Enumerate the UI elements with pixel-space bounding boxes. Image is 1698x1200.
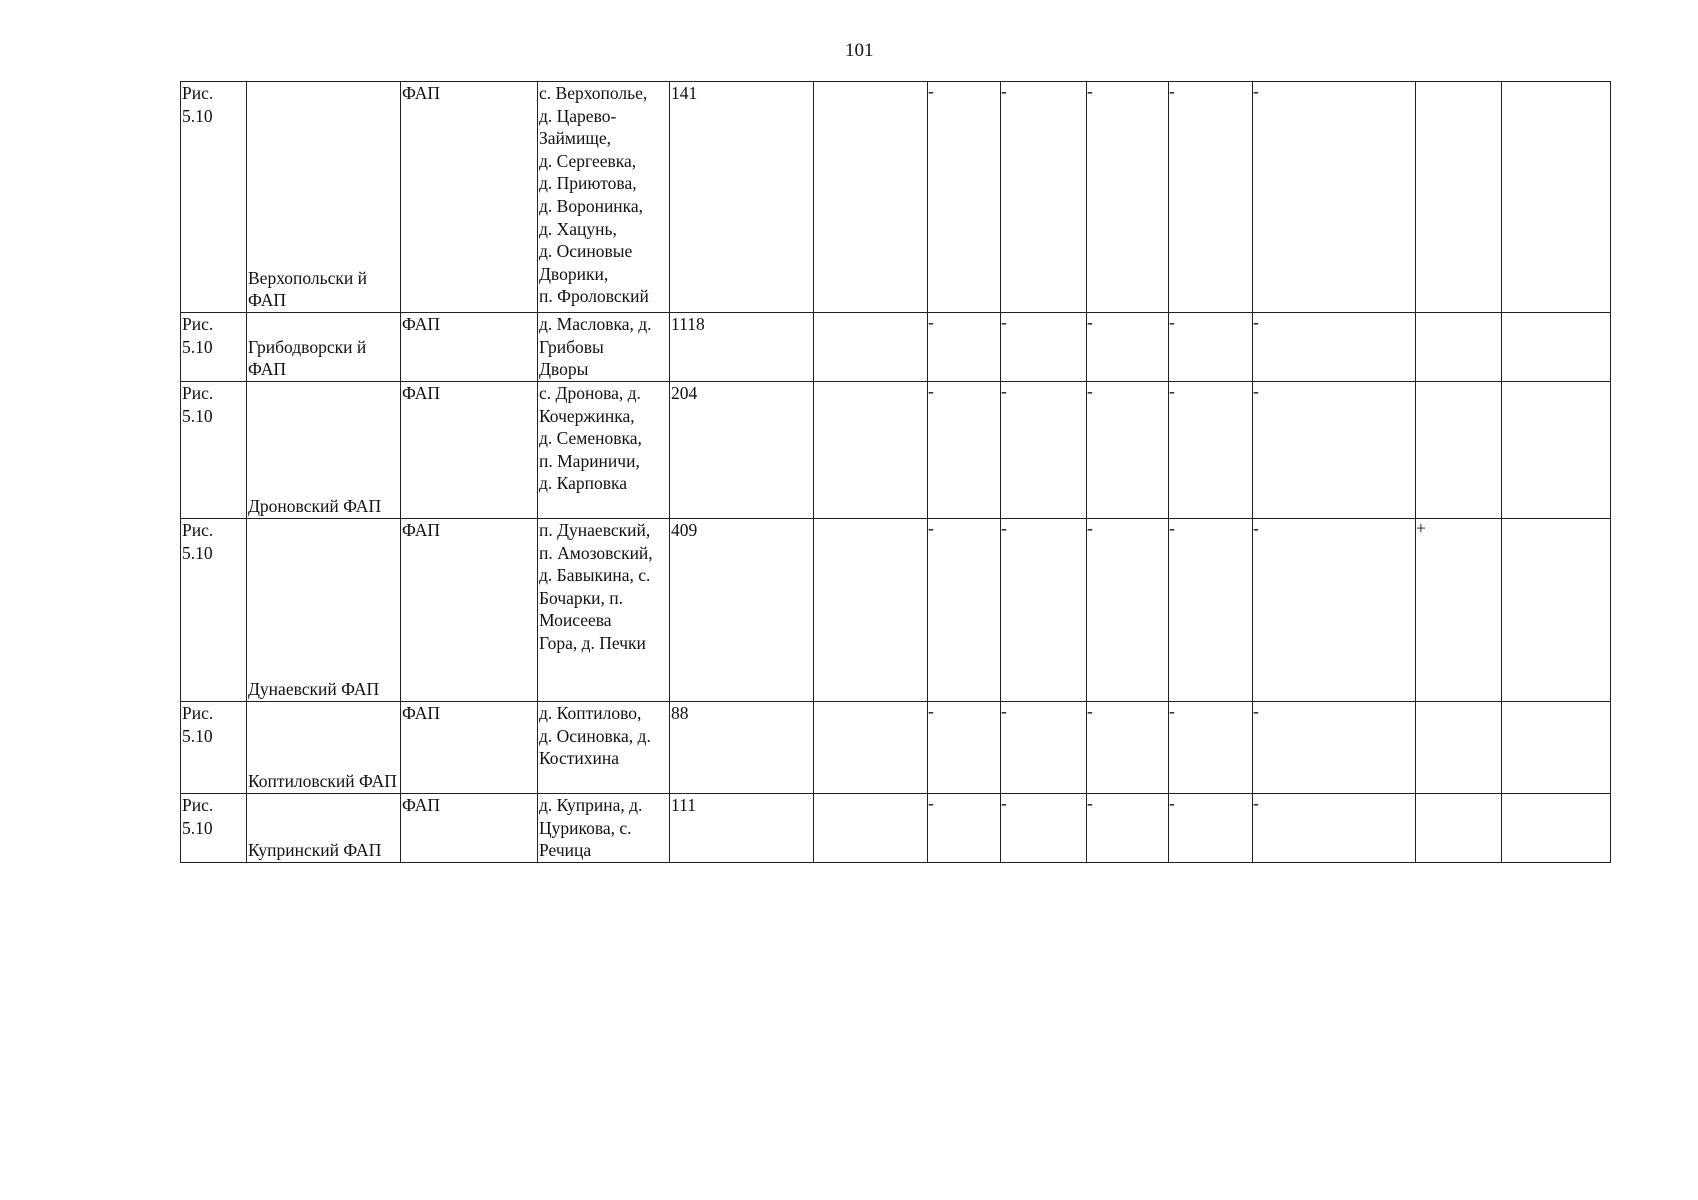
facility-type-cell: ФАП — [401, 794, 538, 863]
mark-cell — [1416, 313, 1502, 382]
mark-cell — [928, 519, 1001, 702]
dash-mark: - — [928, 381, 934, 401]
mark-cell — [928, 382, 1001, 519]
mark-cell — [1253, 313, 1416, 382]
mark-cell — [1169, 702, 1253, 794]
facility-name-cell: Грибодворски й ФАП — [247, 313, 401, 382]
mark-cell — [1001, 82, 1087, 313]
settlements-text: с. Дронова, д. Кочержинка, д. Семеновка, п. Мариничи, д. Карповка — [539, 383, 642, 494]
settlements-text: д. Масловка, д. Грибовы Дворы — [539, 314, 652, 380]
dash-mark: - — [1087, 518, 1093, 538]
mark-cell — [1169, 82, 1253, 313]
facility-name-cell: Верхопольски й ФАП — [247, 82, 401, 313]
dash-mark: - — [928, 518, 934, 538]
settlements-cell — [538, 382, 670, 519]
mark-cell — [1001, 519, 1087, 702]
facility-table — [180, 81, 1611, 863]
mark-cell — [1087, 382, 1169, 519]
dash-mark: - — [1087, 381, 1093, 401]
dash-mark: - — [1169, 381, 1175, 401]
table-row — [181, 82, 1611, 313]
facility-type-cell: ФАП — [401, 82, 538, 313]
facility-name-cell: Купринский ФАП — [247, 794, 401, 863]
dash-mark: - — [928, 793, 934, 813]
population-cell: 88 — [670, 702, 814, 794]
dash-mark: - — [1001, 518, 1007, 538]
settlements-text: с. Верхополье, д. Царево- Займище, д. Сергеевка, д. Приютова, д. Воронинка, д. Хацунь, д. Осиновые Дворики, п. Фроловский — [539, 83, 649, 307]
mark-cell — [1087, 794, 1169, 863]
population-cell: 1118 — [670, 313, 814, 382]
plus-mark: + — [1416, 518, 1426, 538]
mark-cell — [1416, 82, 1502, 313]
mark-cell — [814, 702, 928, 794]
mark-cell — [1416, 519, 1502, 702]
population-cell: 204 — [670, 382, 814, 519]
population-cell: 409 — [670, 519, 814, 702]
table-body — [181, 82, 1611, 863]
dash-mark: - — [1253, 81, 1259, 101]
table-row — [181, 313, 1611, 382]
dash-mark: - — [1253, 312, 1259, 332]
mark-cell — [1169, 313, 1253, 382]
facility-name-cell: Дроновский ФАП — [247, 382, 401, 519]
mark-cell — [1502, 794, 1611, 863]
dash-mark: - — [1253, 381, 1259, 401]
settlements-text: д. Куприна, д. Цурикова, с. Речица — [539, 795, 643, 861]
mark-cell — [1087, 82, 1169, 313]
dash-mark: - — [1001, 312, 1007, 332]
dash-mark: - — [1169, 701, 1175, 721]
dash-mark: - — [1169, 793, 1175, 813]
mark-cell — [1253, 382, 1416, 519]
figure-ref-cell: Рис. 5.10 — [181, 702, 247, 794]
dash-mark: - — [1001, 381, 1007, 401]
dash-mark: - — [1087, 701, 1093, 721]
mark-cell — [1502, 382, 1611, 519]
dash-mark: - — [1001, 81, 1007, 101]
mark-cell — [1169, 794, 1253, 863]
settlements-cell — [538, 82, 670, 313]
mark-cell — [1253, 794, 1416, 863]
dash-mark: - — [1253, 701, 1259, 721]
dash-mark: - — [1169, 312, 1175, 332]
dash-mark: - — [1169, 518, 1175, 538]
facility-type-cell: ФАП — [401, 313, 538, 382]
settlements-cell — [538, 794, 670, 863]
mark-cell — [814, 82, 928, 313]
facility-name-cell: Дунаевский ФАП — [247, 519, 401, 702]
mark-cell — [1001, 794, 1087, 863]
mark-cell — [1502, 519, 1611, 702]
dash-mark: - — [928, 81, 934, 101]
mark-cell — [1001, 382, 1087, 519]
settlements-text: д. Коптилово, д. Осиновка, д. Костихина — [539, 703, 651, 769]
table-row — [181, 794, 1611, 863]
figure-ref-cell: Рис. 5.10 — [181, 794, 247, 863]
dash-mark: - — [928, 701, 934, 721]
dash-mark: - — [1087, 81, 1093, 101]
mark-cell — [1416, 382, 1502, 519]
mark-cell — [1169, 382, 1253, 519]
figure-ref-cell: Рис. 5.10 — [181, 313, 247, 382]
mark-cell — [814, 794, 928, 863]
mark-cell — [928, 313, 1001, 382]
dash-mark: - — [1253, 518, 1259, 538]
mark-cell — [1416, 794, 1502, 863]
mark-cell — [1001, 313, 1087, 382]
mark-cell — [1502, 313, 1611, 382]
dash-mark: - — [1001, 701, 1007, 721]
mark-cell — [1087, 702, 1169, 794]
mark-cell — [1087, 313, 1169, 382]
mark-cell — [1502, 702, 1611, 794]
mark-cell — [814, 382, 928, 519]
page-number: 101 — [845, 40, 874, 61]
table-row — [181, 382, 1611, 519]
mark-cell — [814, 519, 928, 702]
mark-cell — [1253, 82, 1416, 313]
mark-cell — [1253, 702, 1416, 794]
mark-cell — [1502, 82, 1611, 313]
dash-mark: - — [1087, 793, 1093, 813]
mark-cell — [1416, 702, 1502, 794]
facility-type-cell: ФАП — [401, 382, 538, 519]
mark-cell — [928, 794, 1001, 863]
mark-cell — [1001, 702, 1087, 794]
population-cell: 141 — [670, 82, 814, 313]
table-row — [181, 519, 1611, 702]
settlements-cell — [538, 313, 670, 382]
facility-name-cell: Коптиловский ФАП — [247, 702, 401, 794]
facility-type-cell: ФАП — [401, 702, 538, 794]
settlements-cell — [538, 519, 670, 702]
dash-mark: - — [1087, 312, 1093, 332]
dash-mark: - — [928, 312, 934, 332]
settlements-cell — [538, 702, 670, 794]
mark-cell — [1169, 519, 1253, 702]
dash-mark: - — [1253, 793, 1259, 813]
figure-ref-cell: Рис. 5.10 — [181, 82, 247, 313]
figure-ref-cell: Рис. 5.10 — [181, 519, 247, 702]
population-cell: 111 — [670, 794, 814, 863]
dash-mark: - — [1001, 793, 1007, 813]
dash-mark: - — [1169, 81, 1175, 101]
mark-cell — [1253, 519, 1416, 702]
settlements-text: п. Дунаевский, п. Амозовский, д. Бавыкина, с. Бочарки, п. Моисеева Гора, д. Печки — [539, 520, 653, 653]
facility-type-cell: ФАП — [401, 519, 538, 702]
table-row — [181, 702, 1611, 794]
mark-cell — [814, 313, 928, 382]
figure-ref-cell: Рис. 5.10 — [181, 382, 247, 519]
mark-cell — [928, 702, 1001, 794]
mark-cell — [928, 82, 1001, 313]
mark-cell — [1087, 519, 1169, 702]
